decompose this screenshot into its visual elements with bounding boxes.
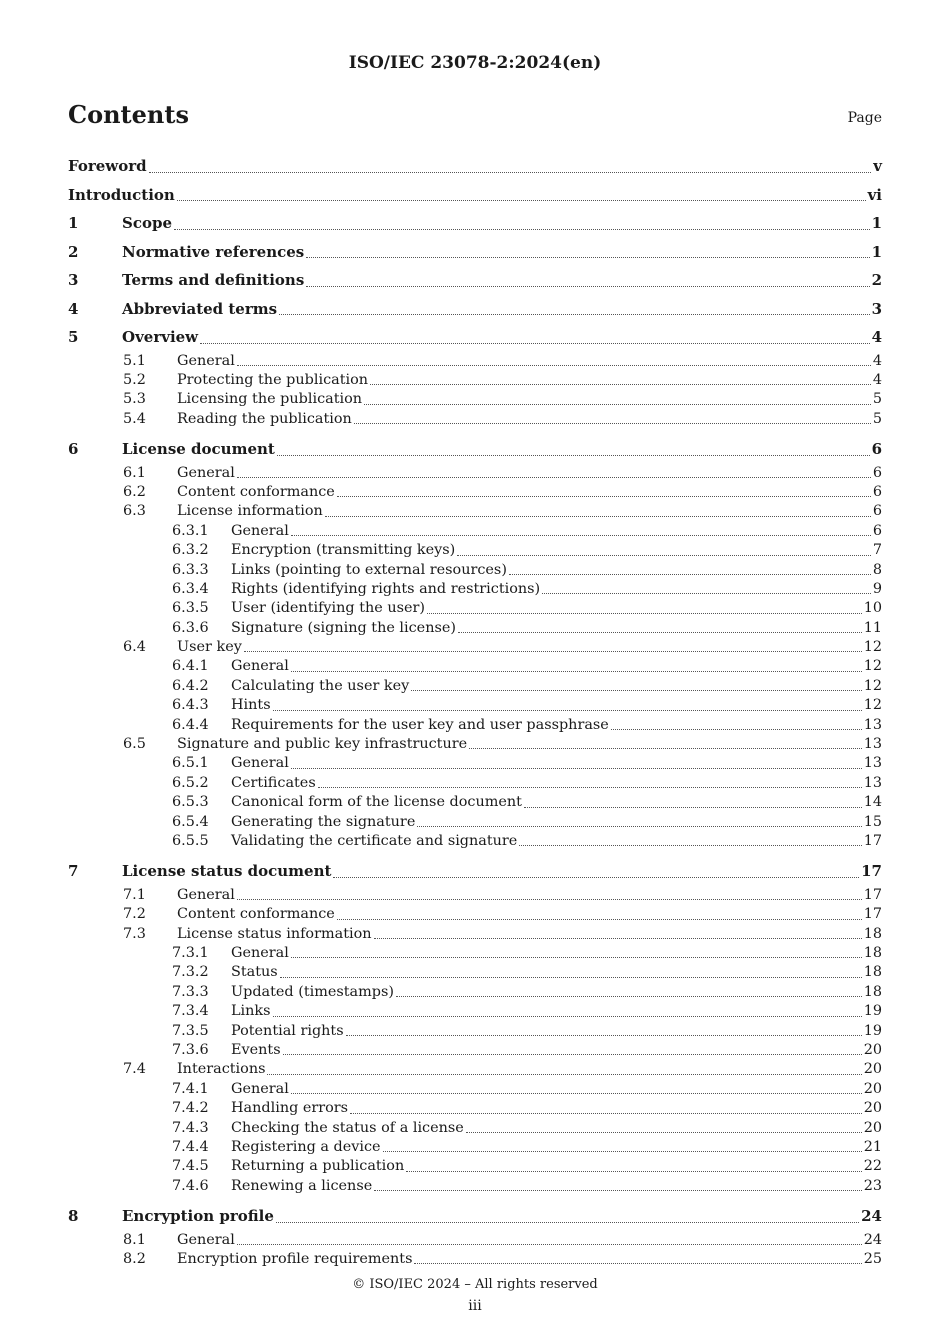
toc-entry-number: 6 bbox=[68, 440, 79, 459]
toc-entry[interactable] bbox=[68, 1022, 882, 1041]
toc-entry[interactable] bbox=[68, 561, 882, 580]
toc-entry-title: Normative references bbox=[122, 242, 305, 261]
toc-entry-number: 2 bbox=[68, 242, 79, 261]
toc-entry-title: Interactions bbox=[177, 1061, 266, 1078]
toc-dot-leader bbox=[414, 1263, 861, 1264]
toc-entry-number: 5.3 bbox=[123, 391, 146, 408]
toc-entry-title: General bbox=[177, 886, 235, 903]
toc-dot-leader bbox=[364, 404, 871, 405]
toc-dot-leader bbox=[337, 919, 862, 920]
toc-entry-page: v bbox=[873, 157, 882, 175]
toc-entry[interactable] bbox=[68, 1250, 882, 1269]
toc-entry[interactable] bbox=[68, 793, 882, 812]
toc-dot-leader bbox=[457, 555, 871, 556]
copyright-footer: © ISO/IEC 2024 – All rights reserved bbox=[352, 1277, 598, 1292]
toc-dot-leader bbox=[244, 651, 862, 652]
toc-entry-number: 6.5.5 bbox=[172, 832, 209, 849]
toc-entry-number: 7.4.3 bbox=[172, 1119, 209, 1136]
toc-dot-leader bbox=[237, 899, 862, 900]
toc-entry-title: Reading the publication bbox=[177, 410, 352, 427]
toc-entry[interactable] bbox=[68, 599, 882, 618]
toc-entry-title: General bbox=[177, 464, 235, 481]
toc-entry-number: 7.3.2 bbox=[172, 964, 209, 981]
page-column-label: Page bbox=[847, 110, 882, 126]
toc-entry[interactable] bbox=[68, 238, 882, 267]
toc-entry[interactable] bbox=[68, 735, 882, 754]
toc-entry-page: 18 bbox=[863, 945, 882, 962]
toc-entry-title: General bbox=[231, 658, 289, 675]
toc-entry-title: Checking the status of a license bbox=[231, 1119, 464, 1136]
toc-entry-page: 3 bbox=[871, 299, 882, 318]
table-of-contents bbox=[68, 152, 882, 1269]
toc-entry[interactable] bbox=[68, 716, 882, 735]
toc-entry[interactable] bbox=[68, 295, 882, 324]
toc-entry-number: 8 bbox=[68, 1207, 79, 1226]
toc-entry[interactable] bbox=[68, 390, 882, 409]
toc-entry-number: 7.3.3 bbox=[172, 983, 209, 1000]
toc-entry-number: 6.4.4 bbox=[172, 716, 209, 733]
toc-dot-leader bbox=[306, 257, 869, 258]
toc-entry-title: Generating the signature bbox=[231, 813, 416, 830]
toc-entry-title: Renewing a license bbox=[231, 1177, 373, 1194]
toc-dot-leader bbox=[350, 1113, 862, 1114]
toc-dot-leader bbox=[374, 1190, 861, 1191]
toc-entry-number: 6.3.5 bbox=[172, 600, 209, 617]
toc-dot-leader bbox=[354, 423, 871, 424]
toc-entry-page: 13 bbox=[863, 736, 882, 753]
toc-dot-leader bbox=[325, 516, 871, 517]
toc-entry-title: General bbox=[177, 1231, 235, 1248]
toc-entry-page: 6 bbox=[872, 464, 882, 481]
toc-entry-page: 12 bbox=[863, 658, 882, 675]
toc-dot-leader bbox=[542, 593, 871, 594]
toc-entry-title: Hints bbox=[231, 697, 271, 714]
toc-entry[interactable] bbox=[68, 1119, 882, 1138]
toc-entry-number: 7.3.6 bbox=[172, 1042, 209, 1058]
toc-entry-page: 19 bbox=[863, 1003, 882, 1020]
toc-entry-title: Introduction bbox=[68, 185, 175, 204]
toc-entry-number: 6.3.3 bbox=[172, 561, 209, 578]
toc-entry[interactable] bbox=[68, 435, 882, 464]
toc-dot-leader bbox=[267, 1074, 861, 1075]
toc-entry[interactable] bbox=[68, 483, 882, 502]
toc-entry-number: 6.3.2 bbox=[172, 542, 209, 559]
toc-entry-page: 24 bbox=[861, 1207, 882, 1226]
toc-dot-leader bbox=[337, 496, 871, 497]
toc-dot-leader bbox=[200, 343, 869, 344]
toc-entry-number: 6.4.3 bbox=[172, 697, 209, 714]
toc-entry-number: 5.2 bbox=[123, 371, 146, 388]
toc-dot-leader bbox=[291, 535, 871, 536]
toc-entry-page: 9 bbox=[872, 580, 882, 597]
toc-entry-page: 14 bbox=[863, 794, 882, 811]
toc-entry-page: 20 bbox=[863, 1061, 882, 1078]
toc-entry-page: 5 bbox=[872, 410, 882, 427]
toc-entry-page: 17 bbox=[861, 862, 882, 881]
toc-dot-leader bbox=[406, 1171, 861, 1172]
toc-entry-number: 7.3 bbox=[123, 925, 146, 942]
toc-entry-number: 6.3.4 bbox=[172, 580, 209, 597]
toc-dot-leader bbox=[374, 938, 862, 939]
toc-entry-title: Returning a publication bbox=[231, 1158, 405, 1175]
toc-entry-title: General bbox=[231, 945, 289, 962]
toc-entry-page: 20 bbox=[863, 1119, 882, 1136]
toc-entry[interactable] bbox=[68, 323, 882, 352]
toc-entry-title: Registering a device bbox=[231, 1138, 381, 1155]
toc-entry[interactable] bbox=[68, 371, 882, 390]
toc-entry-page: 23 bbox=[863, 1177, 882, 1194]
toc-entry[interactable] bbox=[68, 152, 882, 181]
toc-entry-page: vi bbox=[867, 185, 882, 204]
toc-entry-title: Requirements for the user key and user passphrase bbox=[231, 716, 609, 733]
toc-entry-number: 8.2 bbox=[123, 1251, 146, 1268]
toc-entry[interactable] bbox=[68, 1002, 882, 1021]
toc-entry-title: Rights (identifying rights and restrictions) bbox=[231, 580, 541, 597]
toc-entry[interactable] bbox=[68, 1177, 882, 1196]
toc-entry-title: License status information bbox=[177, 925, 372, 942]
toc-entry-page: 25 bbox=[863, 1251, 882, 1268]
toc-entry[interactable] bbox=[68, 925, 882, 944]
toc-dot-leader bbox=[273, 1016, 862, 1017]
toc-entry-page: 18 bbox=[863, 925, 882, 942]
toc-entry[interactable] bbox=[68, 657, 882, 676]
toc-entry[interactable] bbox=[68, 541, 882, 560]
toc-entry-number: 7.4.6 bbox=[172, 1177, 209, 1194]
toc-entry-title: General bbox=[231, 755, 289, 772]
toc-entry-title: License information bbox=[177, 503, 323, 520]
toc-entry-title: Protecting the publication bbox=[177, 371, 369, 388]
toc-entry-page: 24 bbox=[863, 1231, 882, 1248]
toc-dot-leader bbox=[306, 286, 869, 287]
toc-entry-page: 10 bbox=[863, 600, 882, 617]
toc-dot-leader bbox=[291, 957, 862, 958]
toc-entry-page: 20 bbox=[863, 1080, 882, 1097]
toc-entry-number: 6.3 bbox=[123, 503, 146, 520]
toc-entry-title: Content conformance bbox=[177, 483, 335, 500]
toc-entry-number: 5.1 bbox=[123, 352, 146, 369]
toc-dot-leader bbox=[237, 365, 871, 366]
toc-dot-leader bbox=[427, 613, 862, 614]
toc-dot-leader bbox=[417, 826, 861, 827]
toc-entry-number: 7 bbox=[68, 862, 79, 881]
toc-entry-number: 6.3.6 bbox=[172, 619, 209, 636]
toc-entry-title: Canonical form of the license document bbox=[231, 794, 522, 811]
toc-entry-title: Signature (signing the license) bbox=[231, 619, 456, 636]
toc-entry-number: 7.4.2 bbox=[172, 1100, 209, 1117]
toc-entry-number: 6.5.4 bbox=[172, 813, 209, 830]
toc-dot-leader bbox=[237, 1244, 862, 1245]
toc-entry-number: 6.4.2 bbox=[172, 677, 209, 694]
toc-entry-number: 7.3.5 bbox=[172, 1022, 209, 1039]
toc-entry-page: 7 bbox=[872, 542, 882, 559]
toc-dot-leader bbox=[458, 632, 862, 633]
toc-entry-number: 3 bbox=[68, 271, 79, 289]
toc-dot-leader bbox=[237, 477, 871, 478]
toc-entry-number: 5.4 bbox=[123, 410, 146, 427]
toc-entry-page: 6 bbox=[872, 483, 882, 500]
toc-entry-page: 1 bbox=[871, 242, 882, 261]
toc-entry-page: 15 bbox=[863, 813, 882, 830]
toc-entry-title: User key bbox=[177, 639, 242, 656]
toc-dot-leader bbox=[279, 314, 869, 315]
toc-entry-number: 6.5 bbox=[123, 736, 146, 753]
toc-entry-title: License status document bbox=[122, 862, 332, 881]
toc-dot-leader bbox=[524, 807, 862, 808]
toc-dot-leader bbox=[370, 384, 871, 385]
toc-entry-title: General bbox=[231, 522, 289, 539]
toc-entry-page: 11 bbox=[863, 619, 882, 636]
toc-entry[interactable] bbox=[68, 638, 882, 657]
toc-entry-title: Encryption profile requirements bbox=[177, 1251, 413, 1268]
toc-entry[interactable] bbox=[68, 522, 882, 541]
toc-entry-page: 18 bbox=[863, 964, 882, 981]
toc-entry-number: 7.3.4 bbox=[172, 1003, 209, 1020]
toc-entry-title: Signature and public key infrastructure bbox=[177, 736, 468, 753]
toc-entry[interactable] bbox=[68, 1041, 882, 1060]
toc-entry-title: Encryption (transmitting keys) bbox=[231, 542, 456, 559]
toc-entry-page: 6 bbox=[871, 440, 882, 459]
toc-entry-page: 5 bbox=[872, 391, 882, 408]
toc-entry-title: Content conformance bbox=[177, 906, 335, 923]
toc-entry[interactable] bbox=[68, 1157, 882, 1176]
toc-entry[interactable] bbox=[68, 580, 882, 599]
toc-entry-page: 8 bbox=[872, 561, 882, 578]
toc-entry-page: 6 bbox=[872, 522, 882, 539]
toc-dot-leader bbox=[149, 172, 872, 173]
toc-entry-page: 4 bbox=[872, 352, 882, 369]
toc-entry-page: 13 bbox=[863, 755, 882, 772]
toc-entry[interactable] bbox=[68, 1231, 882, 1250]
toc-entry-number: 6.3.1 bbox=[172, 522, 209, 539]
toc-entry[interactable] bbox=[68, 886, 882, 905]
toc-entry-page: 12 bbox=[863, 677, 882, 694]
toc-entry-page: 4 bbox=[872, 371, 882, 388]
toc-entry[interactable] bbox=[68, 209, 882, 238]
toc-entry-title: Events bbox=[231, 1042, 281, 1058]
toc-entry-page: 20 bbox=[863, 1100, 882, 1117]
toc-entry-page: 2 bbox=[871, 271, 882, 289]
toc-entry[interactable] bbox=[68, 754, 882, 773]
toc-entry-number: 6.5.3 bbox=[172, 794, 209, 811]
toc-dot-leader bbox=[383, 1151, 862, 1152]
toc-entry-title: User (identifying the user) bbox=[231, 600, 425, 617]
toc-dot-leader bbox=[411, 690, 861, 691]
toc-dot-leader bbox=[396, 996, 862, 997]
toc-entry[interactable] bbox=[68, 1080, 882, 1099]
toc-entry-title: Links bbox=[231, 1003, 271, 1020]
toc-entry-title: Calculating the user key bbox=[231, 677, 410, 694]
toc-entry-title: Handling errors bbox=[231, 1100, 349, 1117]
toc-entry-page: 13 bbox=[863, 774, 882, 791]
toc-entry[interactable] bbox=[68, 832, 882, 851]
toc-entry-number: 7.4.4 bbox=[172, 1138, 209, 1155]
toc-entry-number: 1 bbox=[68, 214, 79, 232]
toc-entry-number: 7.4.5 bbox=[172, 1158, 209, 1175]
toc-entry-page: 17 bbox=[863, 906, 882, 923]
toc-entry[interactable] bbox=[68, 944, 882, 963]
toc-entry-title: Licensing the publication bbox=[177, 391, 363, 408]
toc-entry-title: Foreword bbox=[68, 157, 147, 175]
toc-entry-title: General bbox=[177, 352, 235, 369]
toc-entry-page: 17 bbox=[863, 832, 882, 849]
toc-entry[interactable] bbox=[68, 963, 882, 982]
toc-entry-page: 20 bbox=[863, 1042, 882, 1058]
toc-entry[interactable] bbox=[68, 619, 882, 638]
toc-dot-leader bbox=[466, 1132, 862, 1133]
toc-dot-leader bbox=[519, 845, 861, 846]
toc-dot-leader bbox=[469, 748, 862, 749]
toc-dot-leader bbox=[280, 977, 862, 978]
toc-entry-title: Status bbox=[231, 964, 278, 981]
toc-entry-page: 12 bbox=[863, 697, 882, 714]
toc-entry[interactable] bbox=[68, 1099, 882, 1118]
toc-entry[interactable] bbox=[68, 774, 882, 793]
toc-entry[interactable] bbox=[68, 502, 882, 521]
contents-title: Contents bbox=[68, 100, 189, 129]
toc-entry[interactable] bbox=[68, 857, 882, 886]
toc-entry-title: Updated (timestamps) bbox=[231, 983, 394, 1000]
toc-entry-number: 6.4 bbox=[123, 639, 146, 656]
toc-entry[interactable] bbox=[68, 677, 882, 696]
toc-dot-leader bbox=[273, 710, 862, 711]
toc-entry-number: 7.1 bbox=[123, 886, 146, 903]
toc-entry[interactable] bbox=[68, 464, 882, 483]
toc-entry[interactable] bbox=[68, 813, 882, 832]
toc-dot-leader bbox=[291, 768, 862, 769]
toc-entry-page: 4 bbox=[871, 328, 882, 346]
toc-entry-number: 7.3.1 bbox=[172, 945, 209, 962]
toc-dot-leader bbox=[276, 1222, 859, 1223]
page-number: iii bbox=[468, 1298, 482, 1314]
toc-entry[interactable] bbox=[68, 410, 882, 429]
toc-dot-leader bbox=[346, 1035, 862, 1036]
toc-entry-number: 6.5.2 bbox=[172, 774, 209, 791]
toc-entry-page: 13 bbox=[863, 716, 882, 733]
toc-entry[interactable] bbox=[68, 1060, 882, 1079]
toc-entry[interactable] bbox=[68, 696, 882, 715]
toc-dot-leader bbox=[611, 729, 862, 730]
toc-entry[interactable] bbox=[68, 266, 882, 295]
toc-dot-leader bbox=[333, 877, 859, 878]
document-header: ISO/IEC 23078-2:2024(en) bbox=[348, 53, 602, 73]
toc-entry-title: Scope bbox=[122, 214, 173, 232]
toc-entry-number: 7.4 bbox=[123, 1061, 146, 1078]
toc-entry[interactable] bbox=[68, 983, 882, 1002]
toc-entry-number: 6.2 bbox=[123, 483, 146, 500]
toc-entry-title: Certificates bbox=[231, 774, 316, 791]
toc-entry-title: Overview bbox=[122, 328, 199, 346]
toc-entry-number: 8.1 bbox=[123, 1231, 146, 1248]
toc-entry-title: Encryption profile bbox=[122, 1207, 274, 1226]
toc-entry-title: Terms and definitions bbox=[122, 271, 305, 289]
toc-entry-title: General bbox=[231, 1080, 289, 1097]
toc-entry-number: 6.4.1 bbox=[172, 658, 209, 675]
toc-entry-page: 6 bbox=[872, 503, 882, 520]
toc-entry-title: License document bbox=[122, 440, 275, 459]
toc-entry-page: 21 bbox=[863, 1138, 882, 1155]
toc-entry[interactable] bbox=[68, 1138, 882, 1157]
toc-entry-page: 12 bbox=[863, 639, 882, 656]
toc-dot-leader bbox=[291, 1093, 862, 1094]
toc-entry[interactable] bbox=[68, 1202, 882, 1231]
toc-entry-number: 4 bbox=[68, 299, 79, 318]
toc-entry-title: Validating the certificate and signature bbox=[231, 832, 518, 849]
toc-entry-number: 7.2 bbox=[123, 906, 146, 923]
toc-dot-leader bbox=[174, 229, 870, 230]
toc-dot-leader bbox=[283, 1054, 862, 1055]
toc-entry-number: 6.1 bbox=[123, 464, 146, 481]
toc-entry-page: 17 bbox=[863, 886, 882, 903]
toc-dot-leader bbox=[177, 200, 866, 201]
toc-entry[interactable] bbox=[68, 905, 882, 924]
toc-entry-title: Potential rights bbox=[231, 1022, 344, 1039]
toc-entry-title: Links (pointing to external resources) bbox=[231, 561, 507, 578]
toc-entry-page: 22 bbox=[863, 1158, 882, 1175]
toc-entry-number: 7.4.1 bbox=[172, 1080, 209, 1097]
toc-entry[interactable] bbox=[68, 352, 882, 371]
toc-entry-page: 1 bbox=[871, 214, 882, 232]
toc-entry[interactable] bbox=[68, 181, 882, 210]
toc-dot-leader bbox=[318, 787, 862, 788]
toc-entry-title: Abbreviated terms bbox=[122, 299, 278, 318]
toc-dot-leader bbox=[291, 671, 862, 672]
toc-dot-leader bbox=[509, 574, 871, 575]
toc-dot-leader bbox=[277, 455, 870, 456]
toc-entry-page: 19 bbox=[863, 1022, 882, 1039]
toc-entry-number: 6.5.1 bbox=[172, 755, 209, 772]
toc-entry-number: 5 bbox=[68, 328, 79, 346]
toc-entry-page: 18 bbox=[863, 983, 882, 1000]
